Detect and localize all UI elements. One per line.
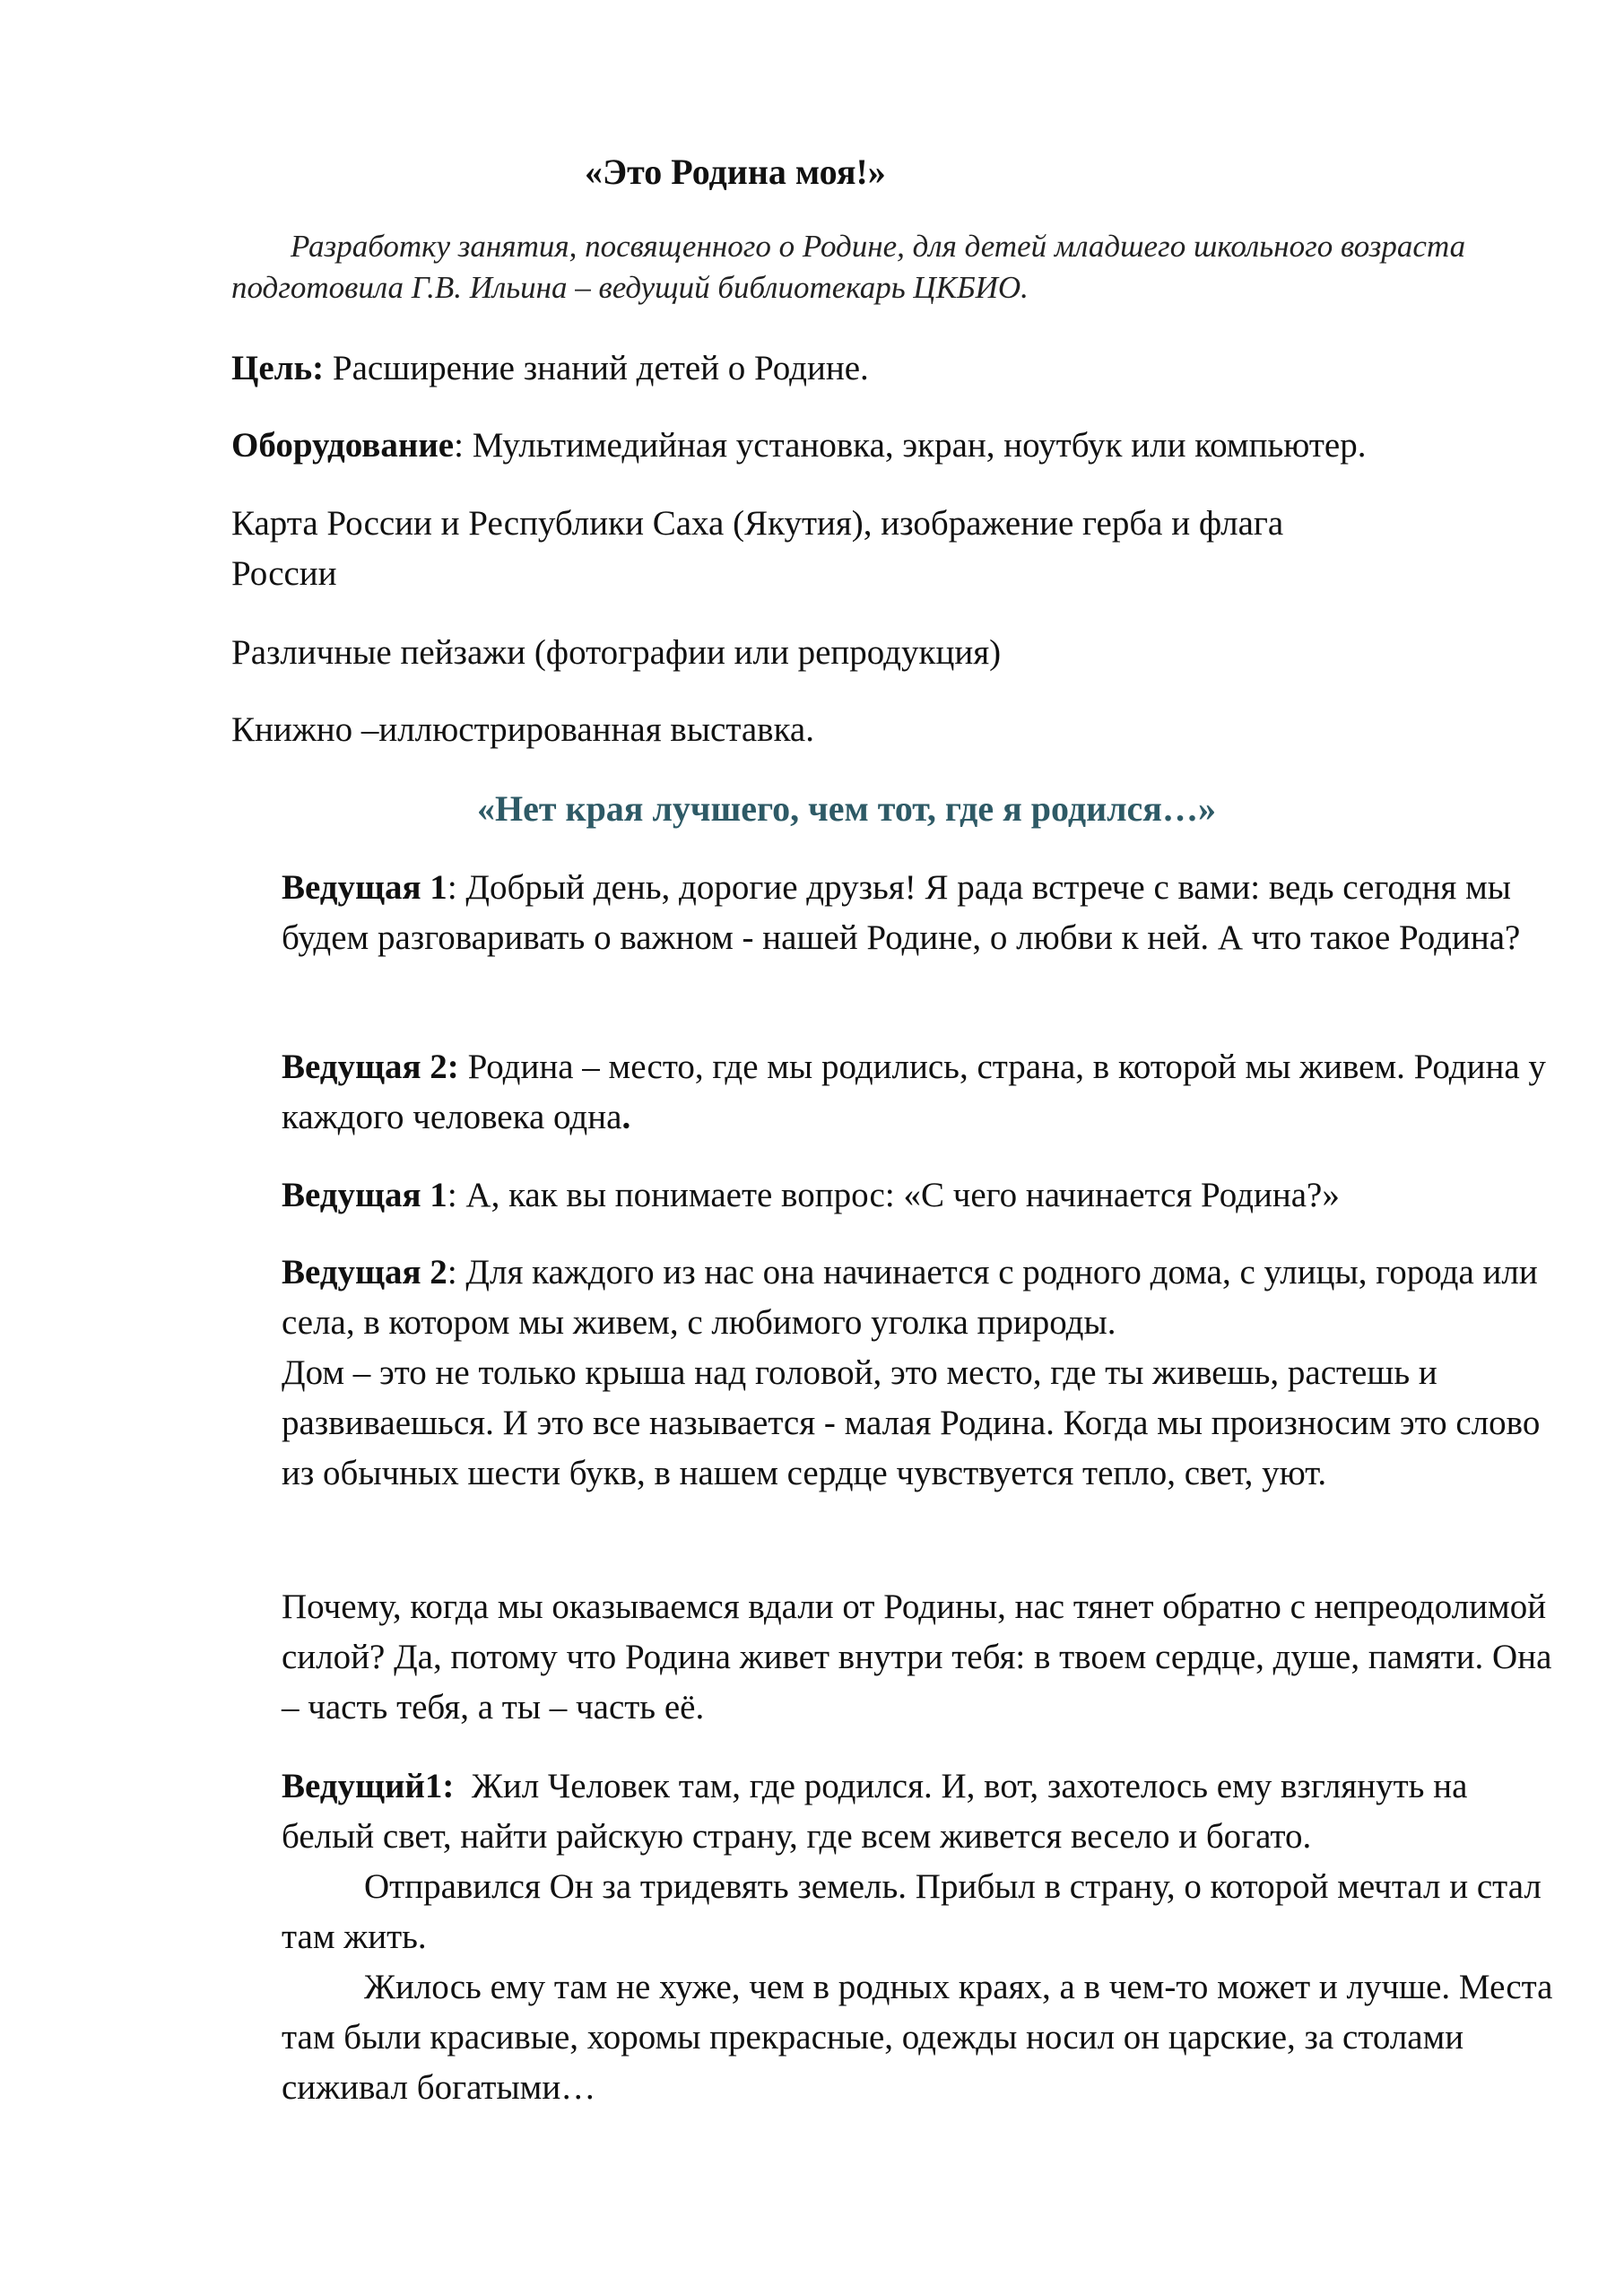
dialogue-continuation: Дом – это не только крыша над головой, это место, где ты живешь, растешь и развиваешься. И это все называется - малая Родина. Когда мы произносим это слово из обычных шести букв, в нашем сердце чувствуется тепло, свет, уют. — [282, 1353, 1541, 1492]
goal-text: Расширение знаний детей о Родине. — [324, 349, 869, 387]
story-text: Жил Человек там, где родился. И, вот, захотелось ему взглянуть на белый свет, найти райскую страну, где всем живется весело и богато. — [282, 1767, 1468, 1856]
equipment-item-map: Карта России и Республики Саха (Якутия), изображение герба и флага России — [231, 504, 1284, 593]
equipment-text: : Мультимедийная установка, экран, ноутбук или компьютер. — [454, 426, 1367, 465]
section-title: «Нет края лучшего, чем тот, где я родился…» — [477, 788, 1216, 829]
speaker-label: Ведущая 2: — [282, 1048, 459, 1086]
subtitle-text: Разработку занятия, посвященного о Родине, для детей младшего школьного возраста подготовила Г.В. Ильина – ведущий библиотекарь ЦКБИО. — [231, 229, 1466, 305]
equipment-item-exhibition: Книжно –иллюстрированная выставка. — [231, 710, 814, 749]
speaker-label: Ведущая 1 — [282, 868, 447, 907]
speaker-separator: : — [447, 868, 466, 907]
dialogue-text: Добрый день, дорогие друзья! Я рада встрече с вами: ведь сегодня мы будем разговаривать о важном - нашей Родине, о любви к ней. А что такое Родина? — [282, 868, 1521, 957]
equipment-item-landscapes: Различные пейзажи (фотографии или репродукция) — [231, 633, 1002, 672]
dialogue-text: А, как вы понимаете вопрос: «С чего начинается Родина?» — [465, 1176, 1340, 1214]
equipment-label: Оборудование — [231, 426, 455, 465]
dialogue-tail: . — [621, 1098, 631, 1136]
paragraph-why: Почему, когда мы оказываемся вдали от Родины, нас тянет обратно с непреодолимой силой? Да, потому что Родина живет внутри тебя: в твоем сердце, душе, памяти. Она – часть тебя, а ты – часть её. — [282, 1587, 1552, 1726]
speaker-separator: : — [447, 1176, 466, 1214]
speaker-label: Ведущая 1 — [282, 1176, 447, 1214]
dialogue-line-3 — [282, 1170, 1555, 1221]
speaker-label: Ведущий1: — [282, 1767, 455, 1805]
speaker-separator: : — [447, 1253, 466, 1292]
story-paragraph-3: Жилось ему там не хуже, чем в родных краях, а в чем-то может и лучше. Места там были красивые, хоромы прекрасные, одежды носил он царские, за столами сиживал богатыми… — [282, 1968, 1553, 2107]
document-title: «Это Родина моя!» — [585, 152, 886, 192]
document-subtitle — [231, 226, 1487, 309]
dialogue-line-1 — [282, 863, 1555, 963]
speaker-separator — [459, 1048, 468, 1086]
speaker-label: Ведущая 2 — [282, 1253, 447, 1292]
dialogue-line-2 — [282, 1042, 1555, 1143]
dialogue-line-4 — [282, 1248, 1555, 1499]
dialogue-text: Родина – место, где мы родились, страна, в которой мы живем. Родина у каждого человека одна — [282, 1048, 1546, 1136]
goal-label: Цель: — [231, 349, 325, 387]
equipment-line — [231, 421, 1532, 471]
speaker-separator — [454, 1767, 472, 1805]
story-block — [282, 1761, 1555, 2113]
story-paragraph-2: Отправился Он за тридевять земель. Прибыл в страну, о которой мечтал и стал там жить. — [282, 1867, 1541, 1956]
dialogue-text: Для каждого из нас она начинается с родного дома, с улицы, города или села, в котором мы живем, с любимого уголка природы. — [282, 1253, 1538, 1342]
goal-line — [231, 344, 1532, 394]
